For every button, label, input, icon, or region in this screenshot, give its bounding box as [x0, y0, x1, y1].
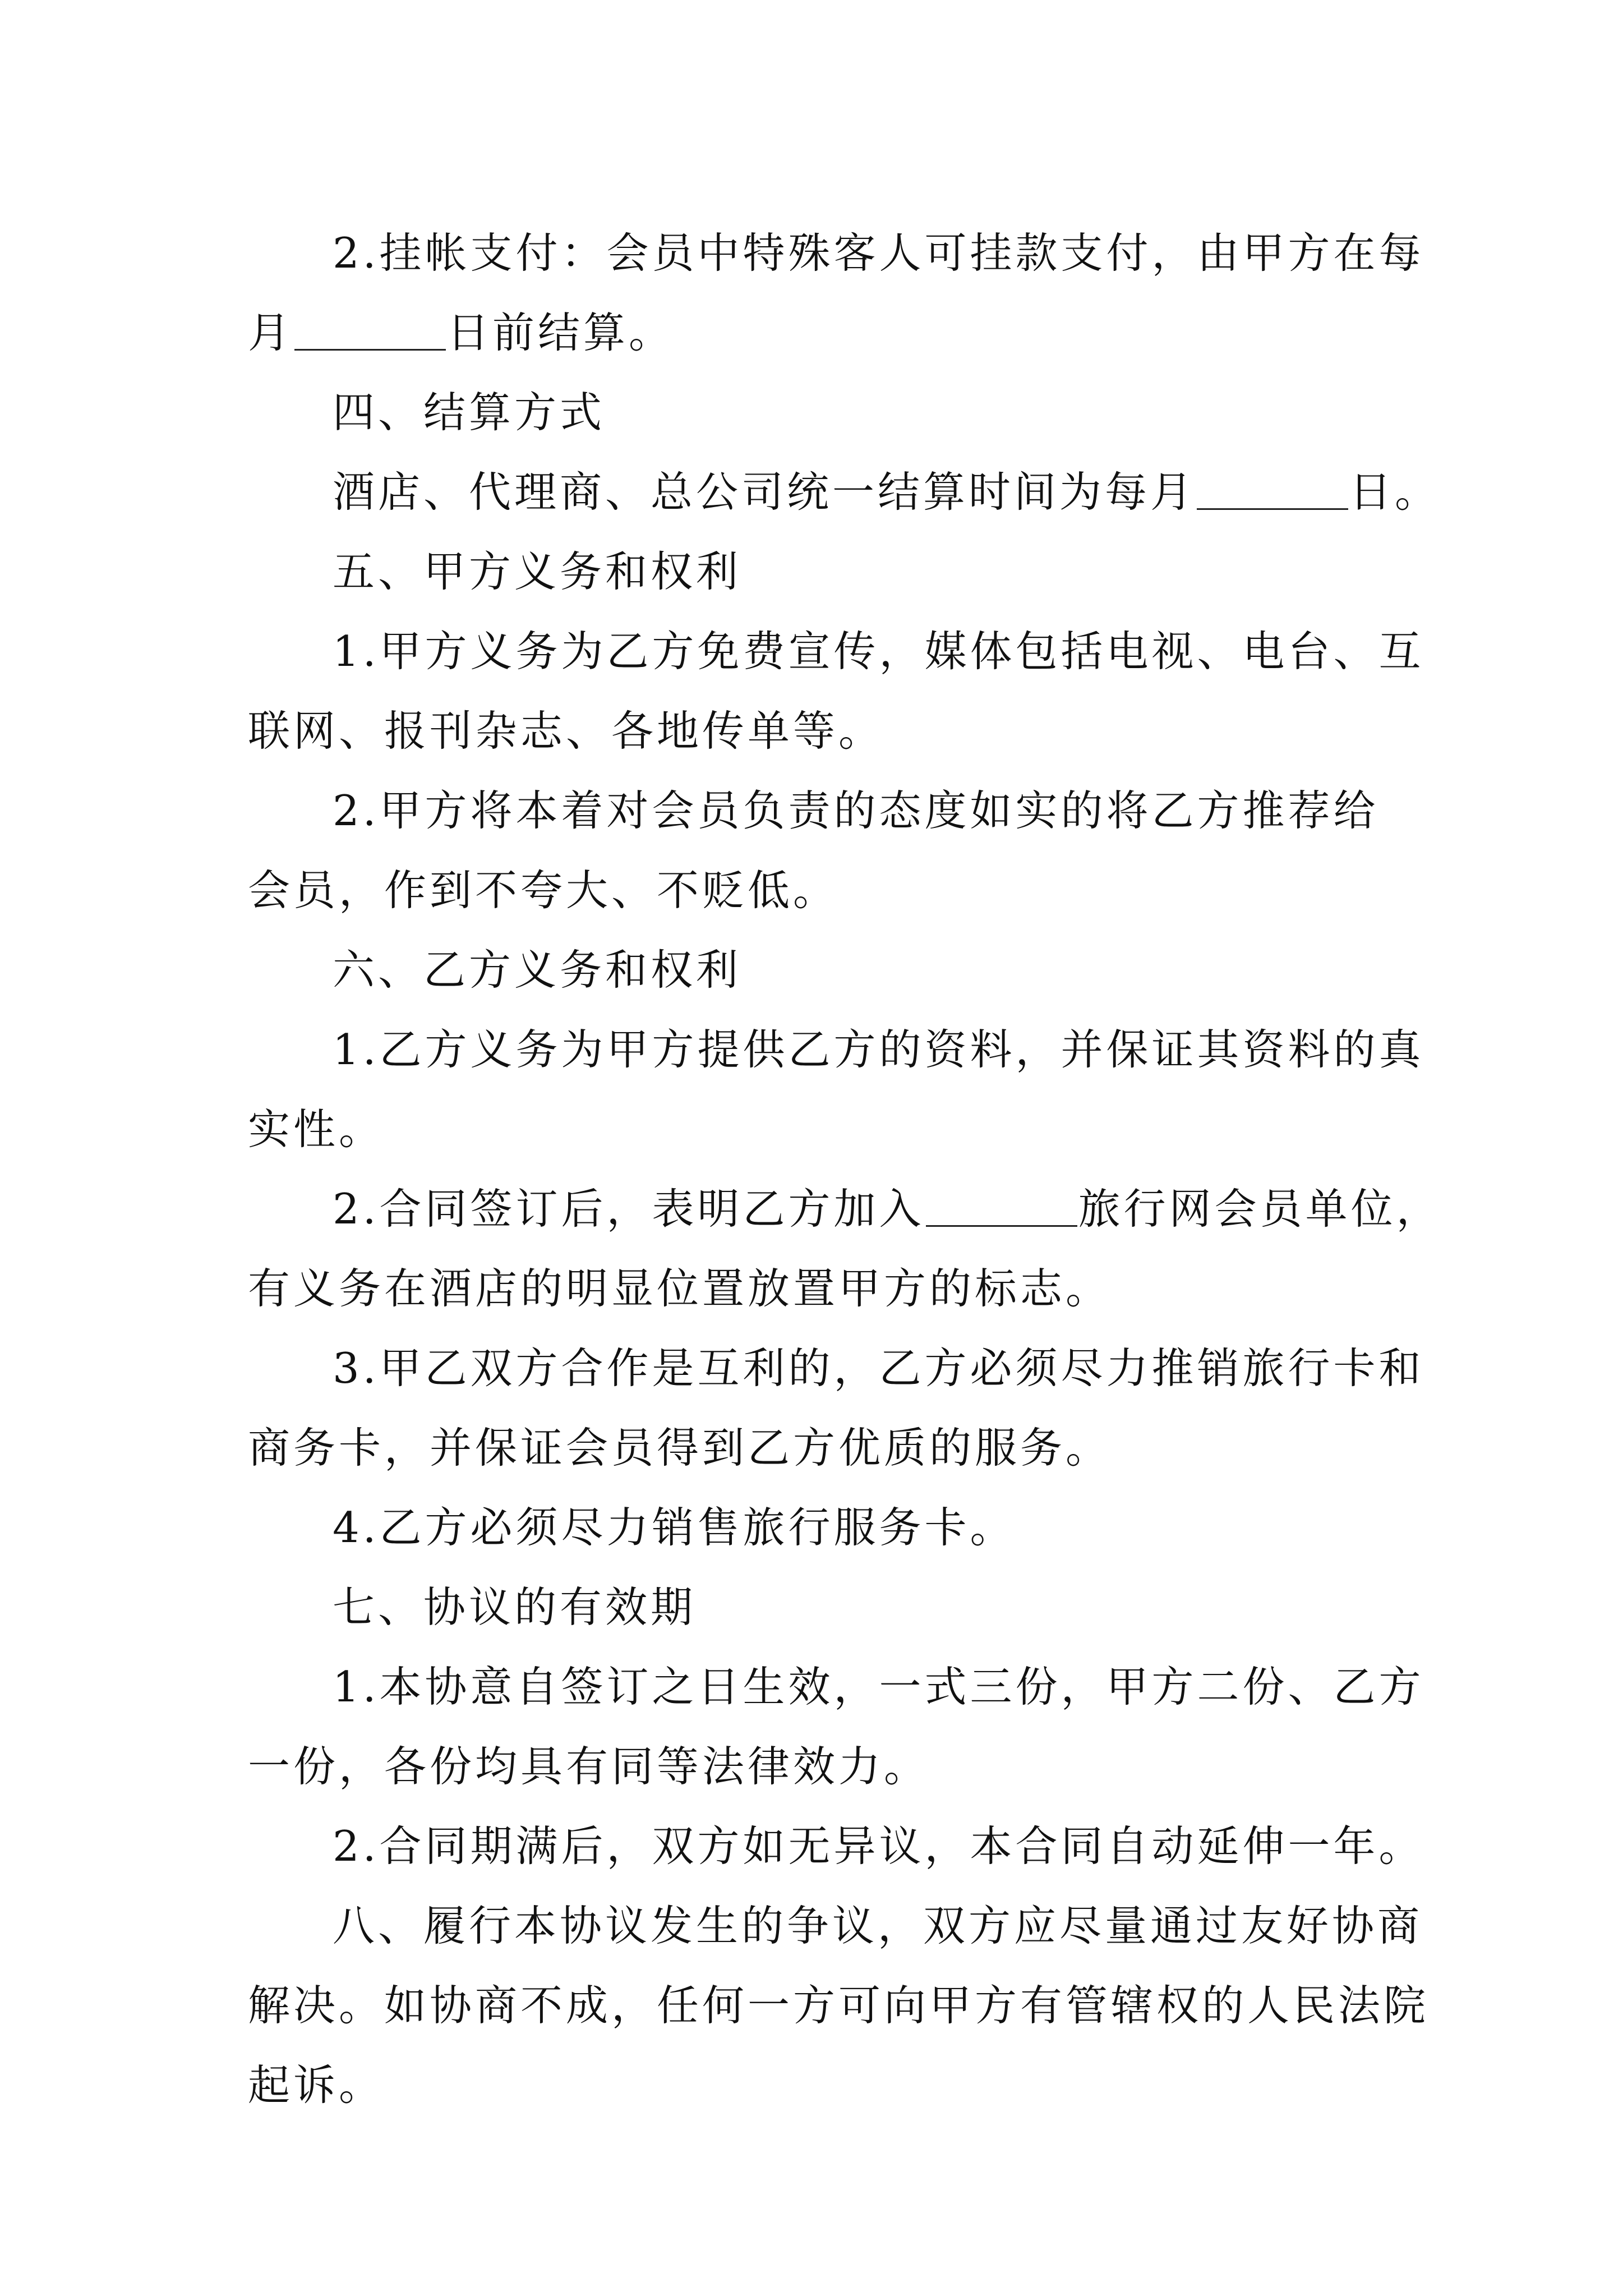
line-text: 六、乙方义务和权利: [333, 945, 742, 995]
line-text: 日前结算。: [447, 308, 675, 357]
line-text: 旅行网会员单位，: [1078, 1184, 1442, 1234]
line-text: 联网、报刊杂志、各地传单等。: [248, 706, 884, 756]
paragraph-line: [248, 1806, 1424, 1886]
line-text: 2.合同期满后，双方如无异议，本合同自动延伸一年。: [333, 1821, 1424, 1871]
paragraph-line: [248, 1089, 1392, 1169]
paragraph-line: [248, 1647, 1424, 1727]
line-text: 一份，各份均具有同等法律效力。: [248, 1742, 930, 1791]
line-text: 解决。如协商不成，任何一方可向甲方有管辖权的人民法院: [248, 1981, 1430, 2030]
line-text: 3.甲乙双方合作是互利的，乙方必须尽力推销旅行卡和: [333, 1343, 1424, 1393]
fill-in-blank: [1197, 508, 1348, 510]
line-text: 八、履行本协议发生的争议，双方应尽量通过友好协商: [333, 1901, 1423, 1950]
line-text: 2.合同签订后，表明乙方加入: [333, 1184, 925, 1234]
document-body: [248, 213, 1442, 2125]
fill-in-blank: [926, 1225, 1077, 1227]
paragraph-line: [248, 691, 1392, 771]
line-text: 4.乙方必须尽力销售旅行服务卡。: [333, 1503, 1016, 1552]
line-text: 有义务在酒店的明显位置放置甲方的标志。: [248, 1264, 1112, 1313]
paragraph-line: [248, 293, 1392, 372]
paragraph-line: [248, 850, 1392, 930]
line-text: 四、结算方式: [333, 388, 606, 437]
paragraph-line: [248, 1169, 1442, 1249]
line-text: 1.乙方义务为甲方提供乙方的资料，并保证其资料的真: [333, 1025, 1424, 1074]
line-text: 五、甲方义务和权利: [333, 547, 742, 596]
section-heading: [248, 930, 1392, 1010]
line-text: 会员，作到不夸大、不贬低。: [248, 866, 839, 915]
paragraph-line: [248, 1488, 1392, 1567]
line-text: 实性。: [248, 1105, 385, 1154]
paragraph-line: [248, 213, 1424, 293]
line-text: 2.挂帐支付：会员中特殊客人可挂款支付，由甲方在每: [333, 228, 1424, 278]
line-text: 酒店、代理商、总公司统一结算时间为每月: [333, 467, 1196, 517]
paragraph-line: [248, 1328, 1424, 1408]
paragraph-line: [248, 452, 1441, 532]
paragraph-line: [248, 1010, 1424, 1089]
line-text: 起诉。: [248, 2060, 385, 2110]
line-text: 1.本协意自签订之日生效，一式三份，甲方二份、乙方: [333, 1662, 1424, 1711]
paragraph-line: [248, 1727, 1392, 1806]
paragraph-line: [248, 1886, 1423, 1966]
paragraph-line: [248, 771, 1392, 850]
paragraph-line: [248, 1408, 1392, 1488]
line-text: 月: [248, 308, 294, 357]
line-text: 2.甲方将本着对会员负责的态度如实的将乙方推荐给: [333, 786, 1379, 835]
line-text: 七、协议的有效期: [333, 1582, 697, 1632]
section-heading: [248, 372, 1392, 452]
fill-in-blank: [294, 348, 446, 351]
paragraph-line: [248, 611, 1424, 691]
paragraph-line: [248, 1966, 1430, 2045]
paragraph-line: [248, 1249, 1392, 1328]
line-text: 日。: [1349, 467, 1441, 517]
line-text: 商务卡，并保证会员得到乙方优质的服务。: [248, 1423, 1112, 1473]
paragraph-line: [248, 2045, 1392, 2125]
line-text: 1.甲方义务为乙方免费宣传，媒体包括电视、电台、互: [333, 627, 1424, 676]
section-heading: [248, 1567, 1392, 1647]
section-heading: [248, 532, 1392, 611]
